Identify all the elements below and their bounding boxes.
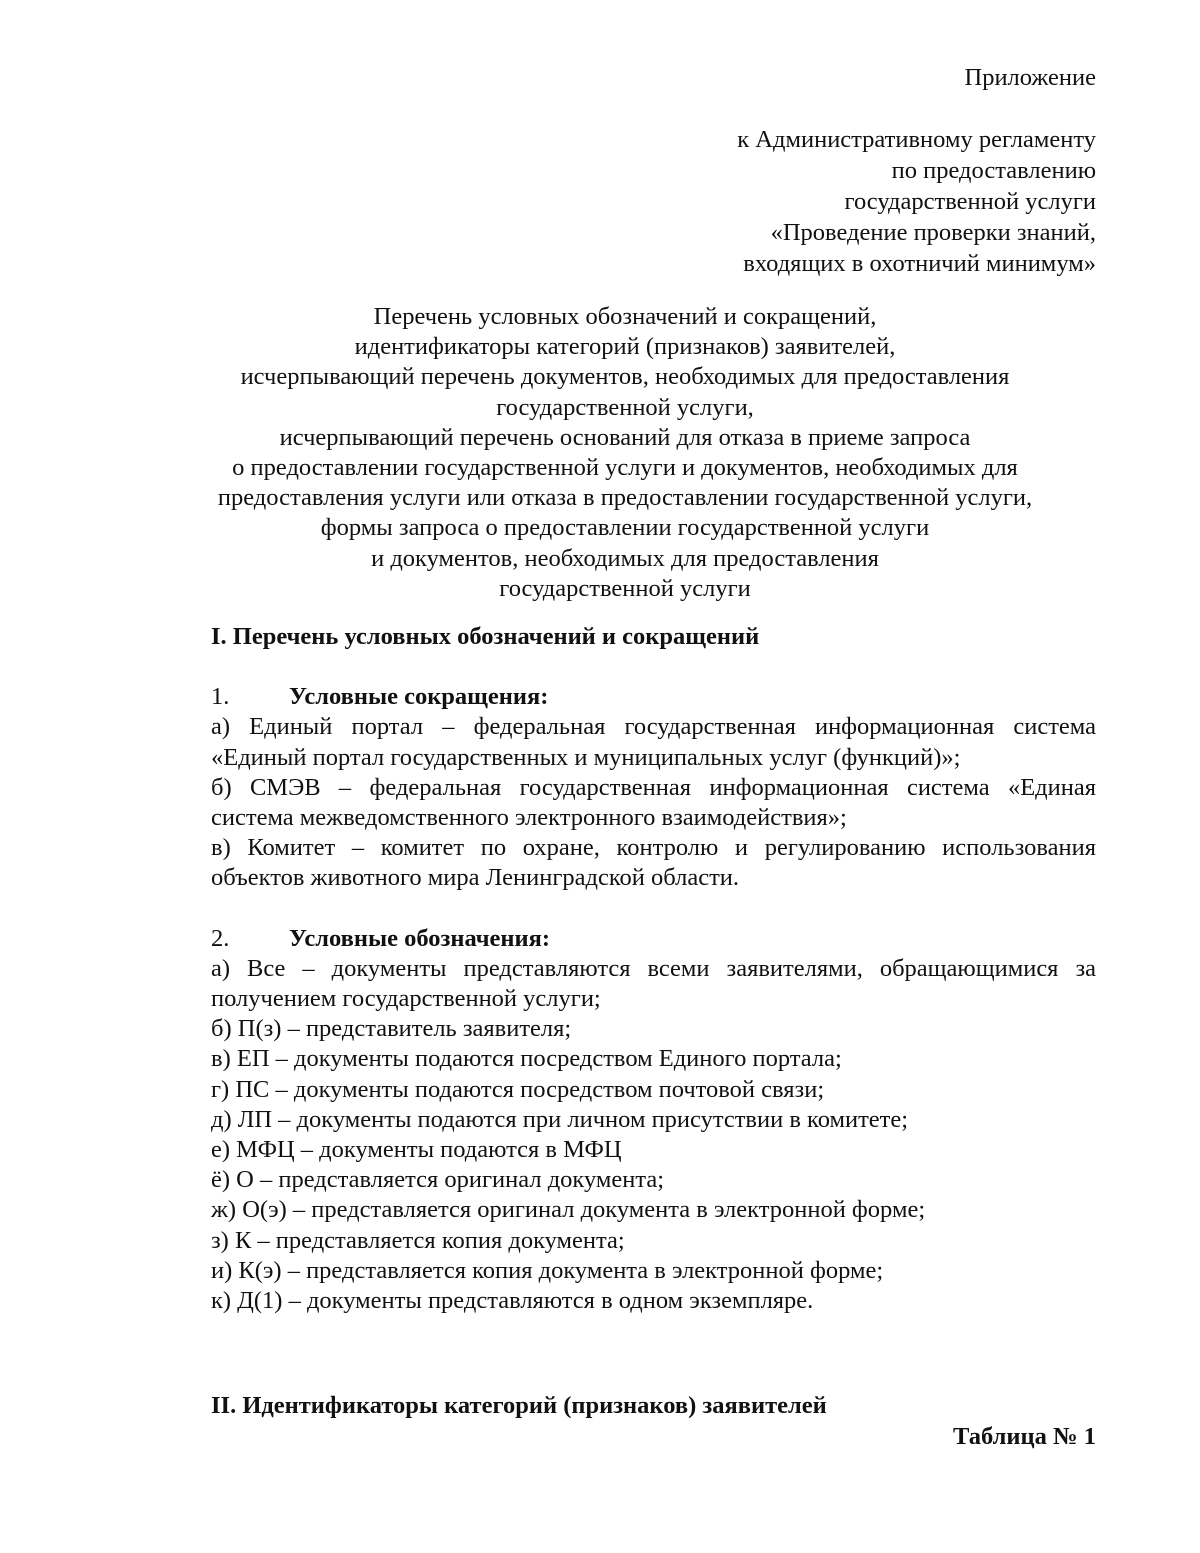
document-title-line: и документов, необходимых для предоставления: [371, 544, 879, 572]
appendix-line: входящих в охотничий минимум»: [743, 250, 1096, 277]
designations-title: Условные обозначения:: [289, 924, 551, 952]
document-title: [150, 302, 1100, 604]
abbreviations-title: Условные сокращения:: [289, 683, 549, 711]
designation-item: г) ПС – документы подаются посредством почтовой связи;: [211, 1075, 825, 1103]
abbreviation-item: в) Комитет – комитет по охране, контролю и регулированию использования объектов животного мира Ленинградской области.: [211, 834, 1096, 892]
designation-item: д) ЛП – документы подаются при личном присутствии в комитете;: [211, 1105, 909, 1133]
designation-item: е) МФЦ – документы подаются в МФЦ: [211, 1136, 622, 1164]
designation-item: ж) О(э) – представляется оригинал документа в электронной форме;: [211, 1196, 926, 1224]
appendix-line: к Административному регламенту: [737, 126, 1096, 153]
document-title-line: предоставления услуги или отказа в предоставлении государственной услуги,: [217, 484, 1033, 512]
designation-item: ё) О – представляется оригинал документа;: [211, 1166, 665, 1194]
designation-item: а) Все – документы представляются всеми заявителями, обращающимися за получением государственной услуги;: [211, 954, 1096, 1013]
document-title-line: исчерпывающий перечень документов, необходимых для предоставления: [240, 363, 1010, 391]
appendix-title: Приложение: [964, 64, 1096, 91]
appendix-line: государственной услуги: [844, 188, 1096, 215]
document-title-line: государственной услуги,: [496, 393, 754, 421]
document-title-line: исчерпывающий перечень оснований для отказа в приеме запроса: [279, 423, 971, 451]
designations-number: 2.: [211, 924, 230, 952]
abbreviations-number: 1.: [211, 683, 230, 711]
abbreviation-item: б) СМЭВ – федеральная государственная информационная система «Единая система межведомственного электронного взаимодействия»;: [211, 773, 1096, 832]
designation-item: б) П(з) – представитель заявителя;: [211, 1015, 572, 1043]
document-body: [211, 622, 1096, 1421]
section-1-heading: I. Перечень условных обозначений и сокращений: [211, 623, 760, 650]
document-title-line: о предоставлении государственной услуги и документов, необходимых для: [232, 454, 1018, 482]
designations-heading: [211, 924, 1096, 954]
designation-item: к) Д(1) – документы представляются в одном экземпляре.: [211, 1287, 814, 1315]
section-2-heading: II. Идентификаторы категорий (признаков) заявителей: [211, 1392, 827, 1420]
document-title-line: государственной услуги: [499, 574, 751, 602]
appendix-line: «Проведение проверки знаний,: [770, 219, 1096, 246]
designation-item: и) К(э) – представляется копия документа в электронной форме;: [211, 1256, 884, 1284]
designation-item: в) ЕП – документы подаются посредством Единого портала;: [211, 1045, 842, 1073]
appendix-line: по предоставлению: [891, 157, 1096, 184]
document-title-line: формы запроса о предоставлении государственной услуги: [320, 514, 930, 542]
table-label: Таблица № 1: [953, 1423, 1096, 1450]
document-title-line: идентификаторы категорий (признаков) заявителей,: [354, 333, 896, 361]
abbreviations-heading: [211, 682, 1096, 712]
appendix-block: [737, 62, 1096, 279]
abbreviation-item: а) Единый портал – федеральная государственная информационная система «Единый портал государственных и муниципальных услуг (функций)»;: [211, 713, 1096, 771]
designation-item: з) К – представляется копия документа;: [211, 1226, 625, 1254]
document-title-line: Перечень условных обозначений и сокращений,: [373, 303, 877, 330]
